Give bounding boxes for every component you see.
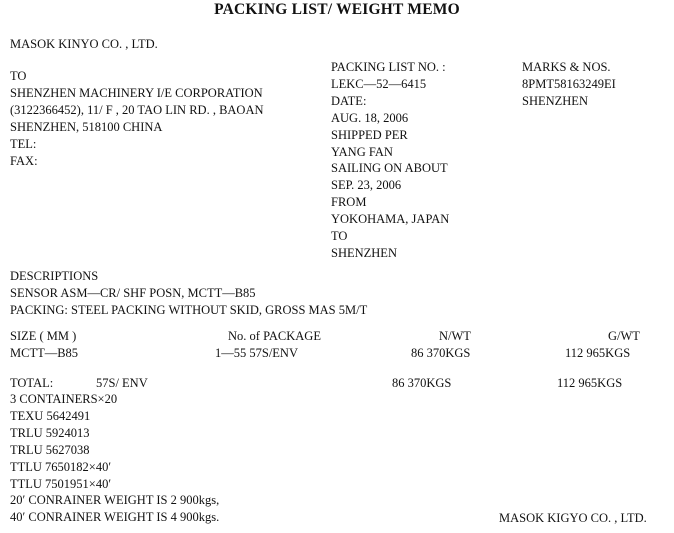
- marks-block: [522, 59, 616, 110]
- date-label: DATE:: [331, 93, 367, 108]
- row-packages: 1—55 57S/ENV: [215, 346, 298, 360]
- containers-summary: 3 CONTAINERS×20: [10, 392, 118, 406]
- date-value: AUG. 18, 2006: [331, 110, 409, 125]
- tel-label: TEL:: [10, 136, 37, 151]
- consignee-block: [10, 68, 264, 169]
- shipped-per-label: SHIPPED PER: [331, 127, 408, 142]
- from-label: FROM: [331, 195, 367, 210]
- consignee-address-line1: (3122366452), 11/ F , 20 TAO LIN RD. , BAOAN: [10, 102, 264, 117]
- header-size: SIZE ( MM ): [10, 329, 77, 343]
- total-gw: 112 965KGS: [557, 376, 623, 390]
- container-id: TRLU 5924013: [10, 425, 90, 440]
- container-id: TEXU 5642491: [10, 408, 91, 423]
- packing-description: PACKING: STEEL PACKING WITHOUT SKID, GROSS MAS 5M/T: [10, 302, 368, 317]
- total-label: TOTAL:: [10, 376, 54, 390]
- header-packages: No. of PACKAGE: [228, 329, 321, 343]
- header-gw: G/WT: [608, 329, 640, 343]
- containers-block: [10, 391, 219, 526]
- total-nw: 86 370KGS: [392, 376, 452, 390]
- to-port: SHENZHEN: [331, 245, 397, 260]
- document-title: PACKING LIST/ WEIGHT MEMO: [214, 1, 460, 18]
- marks-label: MARKS & NOS.: [522, 60, 611, 74]
- packing-list-no: LEKC—52—6415: [331, 76, 427, 91]
- row-nw: 86 370KGS: [411, 346, 471, 360]
- packing-list-no-label: PACKING LIST NO. :: [331, 60, 446, 74]
- consignee-name: SHENZHEN MACHINERY I/E CORPORATION: [10, 85, 263, 100]
- container-id: TTLU 7501951×40′: [10, 476, 112, 491]
- container-weight-40: 40′ CONRAINER WEIGHT IS 4 900kgs.: [10, 510, 220, 525]
- to-port-label: TO: [331, 229, 348, 244]
- signature-company: MASOK KIGYO CO. , LTD.: [499, 511, 647, 525]
- shipment-details: [331, 59, 449, 262]
- total-packages: 57S/ ENV: [96, 376, 148, 390]
- container-id: TTLU 7650182×40′: [10, 459, 112, 474]
- item-description: SENSOR ASM—CR/ SHF POSN, MCTT—B85: [10, 285, 256, 300]
- descriptions-block: [10, 268, 367, 319]
- vessel-name: YANG FAN: [331, 144, 393, 159]
- header-nw: N/WT: [439, 329, 471, 343]
- from-port: YOKOHAMA, JAPAN: [331, 212, 450, 227]
- marks-code: 8PMT58163249EI: [522, 76, 616, 91]
- consignee-address-line2: SHENZHEN, 518100 CHINA: [10, 119, 163, 134]
- issuer-company: MASOK KINYO CO. , LTD.: [10, 37, 158, 51]
- sailing-label: SAILING ON ABOUT: [331, 161, 448, 176]
- descriptions-label: DESCRIPTIONS: [10, 269, 99, 283]
- container-id: TRLU 5627038: [10, 442, 90, 457]
- container-weight-20: 20′ CONRAINER WEIGHT IS 2 900kgs,: [10, 493, 220, 508]
- row-gw: 112 965KGS: [565, 346, 631, 360]
- to-label: TO: [10, 69, 27, 83]
- sailing-date: SEP. 23, 2006: [331, 178, 402, 193]
- fax-label: FAX:: [10, 153, 38, 168]
- marks-destination: SHENZHEN: [522, 93, 588, 108]
- row-size: MCTT—B85: [10, 346, 79, 360]
